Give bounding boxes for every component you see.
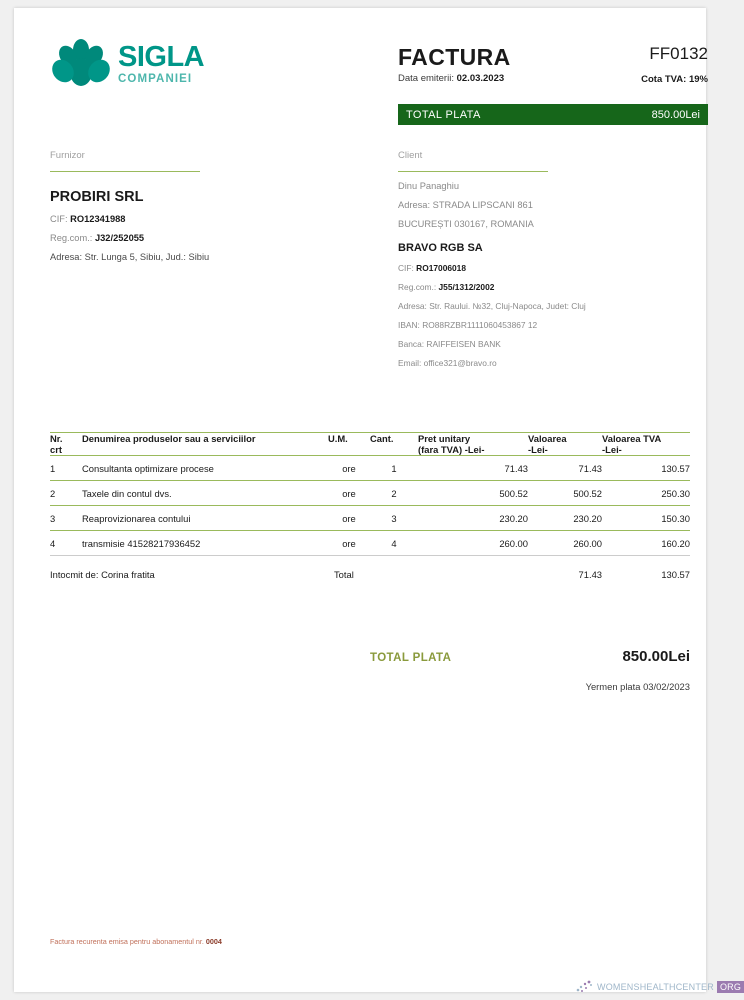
table-totals-row	[50, 556, 690, 581]
cell-unit-price: 500.52	[418, 481, 528, 506]
col-header-vat-value-2: -Lei-	[602, 444, 622, 455]
col-header-nr: Nr.	[50, 433, 63, 444]
cell-qty: 3	[370, 506, 418, 531]
supplier-cif	[50, 214, 340, 224]
dots-decoration-icon	[576, 980, 594, 994]
watermark-text: WOMENSHEALTHCENTER	[597, 982, 714, 992]
line-items-body	[50, 456, 690, 581]
table-row	[50, 531, 690, 556]
watermark-badge: ORG	[717, 981, 744, 993]
client-cif	[398, 263, 698, 273]
client-reg	[398, 282, 698, 292]
client-reg-value: J55/1312/2002	[438, 282, 495, 292]
col-header-um-2	[328, 444, 370, 456]
issue-date	[398, 73, 504, 84]
client-email: Email: office321@bravo.ro	[398, 358, 497, 368]
grand-total-amount: 850.00Lei	[622, 648, 690, 665]
cell-unit-price: 260.00	[418, 531, 528, 556]
invoice-header	[398, 44, 708, 85]
cell-description: Taxele din contul dvs.	[82, 481, 328, 506]
col-header-value: Valoarea	[528, 433, 567, 444]
col-header-unit-price-2: (fara TVA) -Lei-	[418, 444, 485, 455]
cell-value: 500.52	[528, 481, 602, 506]
header-row-line-2	[50, 444, 690, 456]
col-header-nr-2: crt	[50, 444, 62, 455]
issue-date-label: Data emiterii:	[398, 73, 454, 84]
cell-qty: 2	[370, 481, 418, 506]
total-payment-bar-label: TOTAL PLATA	[406, 108, 481, 121]
cell-nr: 2	[50, 481, 82, 506]
issued-by: Intocmit de: Corina fratita	[50, 556, 328, 581]
grand-total	[370, 648, 690, 665]
supplier-name: PROBIRI SRL	[50, 189, 144, 205]
logo-subtitle: COMPANIEI	[118, 72, 193, 85]
col-header-vat-value: Valoarea TVA	[602, 433, 662, 444]
client-divider	[398, 171, 548, 172]
client-bank: Banca: RAIFFEISEN BANK	[398, 339, 501, 349]
supplier-reg-value: J32/252055	[94, 233, 145, 243]
table-row	[50, 506, 690, 531]
cell-um: ore	[328, 531, 370, 556]
client-address-line-1: Adresa: STRADA LIPSCANI 861	[398, 200, 533, 210]
totals-value: 71.43	[528, 556, 602, 581]
table-row	[50, 456, 690, 481]
col-header-value-2: -Lei-	[528, 444, 548, 455]
client-cif-value: RO17006018	[416, 263, 466, 273]
client-cif-label: CIF:	[398, 263, 414, 273]
supplier-block	[50, 150, 340, 262]
issue-date-value: 02.03.2023	[456, 73, 505, 84]
supplier-reg	[50, 233, 340, 243]
total-payment-bar-amount: 850.00Lei	[651, 108, 700, 121]
line-items-header	[50, 433, 690, 456]
cell-nr: 3	[50, 506, 82, 531]
cell-description: transmisie 41528217936452	[82, 531, 328, 556]
totals-label: Total	[328, 556, 418, 581]
cell-description: Consultanta optimizare procese	[82, 456, 328, 481]
lotus-flower-icon	[50, 38, 112, 90]
site-watermark	[576, 980, 744, 994]
supplier-cif-label: CIF:	[50, 214, 68, 224]
cell-um: ore	[328, 506, 370, 531]
cell-unit-price: 71.43	[418, 456, 528, 481]
cell-um: ore	[328, 456, 370, 481]
totals-vat: 130.57	[602, 556, 690, 581]
cell-vat: 150.30	[602, 506, 690, 531]
client-block	[398, 150, 698, 368]
company-logo	[50, 38, 204, 90]
cell-vat: 130.57	[602, 456, 690, 481]
cell-description: Reaprovizionarea contului	[82, 506, 328, 531]
subscription-number: 0004	[205, 937, 222, 946]
client-contact-name: Dinu Panaghiu	[398, 181, 459, 191]
cell-value: 230.20	[528, 506, 602, 531]
grand-total-label: TOTAL PLATA	[370, 652, 452, 664]
col-header-description-2	[82, 444, 328, 456]
cell-value: 71.43	[528, 456, 602, 481]
client-iban: IBAN: RO88RZBR1111060453867 12	[398, 320, 538, 330]
cell-qty: 4	[370, 531, 418, 556]
client-address-line-2: BUCUREȘTI 030167, ROMANIA	[398, 219, 534, 229]
total-payment-bar	[398, 104, 708, 125]
vat-rate: Cota TVA: 19%	[641, 74, 708, 85]
cell-vat: 250.30	[602, 481, 690, 506]
supplier-address: Adresa: Str. Lunga 5, Sibiu, Jud.: Sibiu	[50, 252, 210, 262]
logo-title: SIGLA	[118, 40, 205, 73]
col-header-unit-price: Pret unitary	[418, 433, 471, 444]
header-row-line-1	[50, 433, 690, 445]
supplier-reg-label: Reg.com.:	[50, 233, 93, 243]
cell-um: ore	[328, 481, 370, 506]
col-header-qty-2	[370, 444, 418, 456]
cell-vat: 160.20	[602, 531, 690, 556]
invoice-number: FF0132	[649, 44, 708, 63]
cell-unit-price: 230.20	[418, 506, 528, 531]
client-company-address: Adresa: Str. Raului. №32, Cluj-Napoca, Judet: Cluj	[398, 301, 586, 311]
payment-due-note: Yermen plata 03/02/2023	[585, 681, 690, 692]
cell-qty: 1	[370, 456, 418, 481]
client-reg-label: Reg.com.:	[398, 282, 437, 292]
col-header-description: Denumirea produselor sau a serviciilor	[82, 433, 256, 444]
supplier-section-label: Furnizor	[50, 150, 85, 161]
table-row	[50, 481, 690, 506]
col-header-qty: Cant.	[370, 433, 394, 444]
cell-nr: 1	[50, 456, 82, 481]
cell-nr: 4	[50, 531, 82, 556]
invoice-page	[14, 8, 742, 992]
client-section-label: Client	[398, 150, 423, 161]
recurring-invoice-note	[50, 937, 222, 946]
cell-value: 260.00	[528, 531, 602, 556]
line-items-table	[50, 432, 690, 580]
supplier-divider	[50, 171, 200, 172]
client-company-name: BRAVO RGB SA	[398, 242, 483, 254]
recurring-invoice-note-text: Factura recurenta emisa pentru abonamentul nr.	[50, 937, 206, 946]
supplier-cif-value: RO12341988	[70, 214, 126, 224]
totals-unit-price	[418, 556, 528, 581]
col-header-um: U.M.	[328, 433, 348, 444]
invoice-title: FACTURA	[398, 44, 511, 70]
